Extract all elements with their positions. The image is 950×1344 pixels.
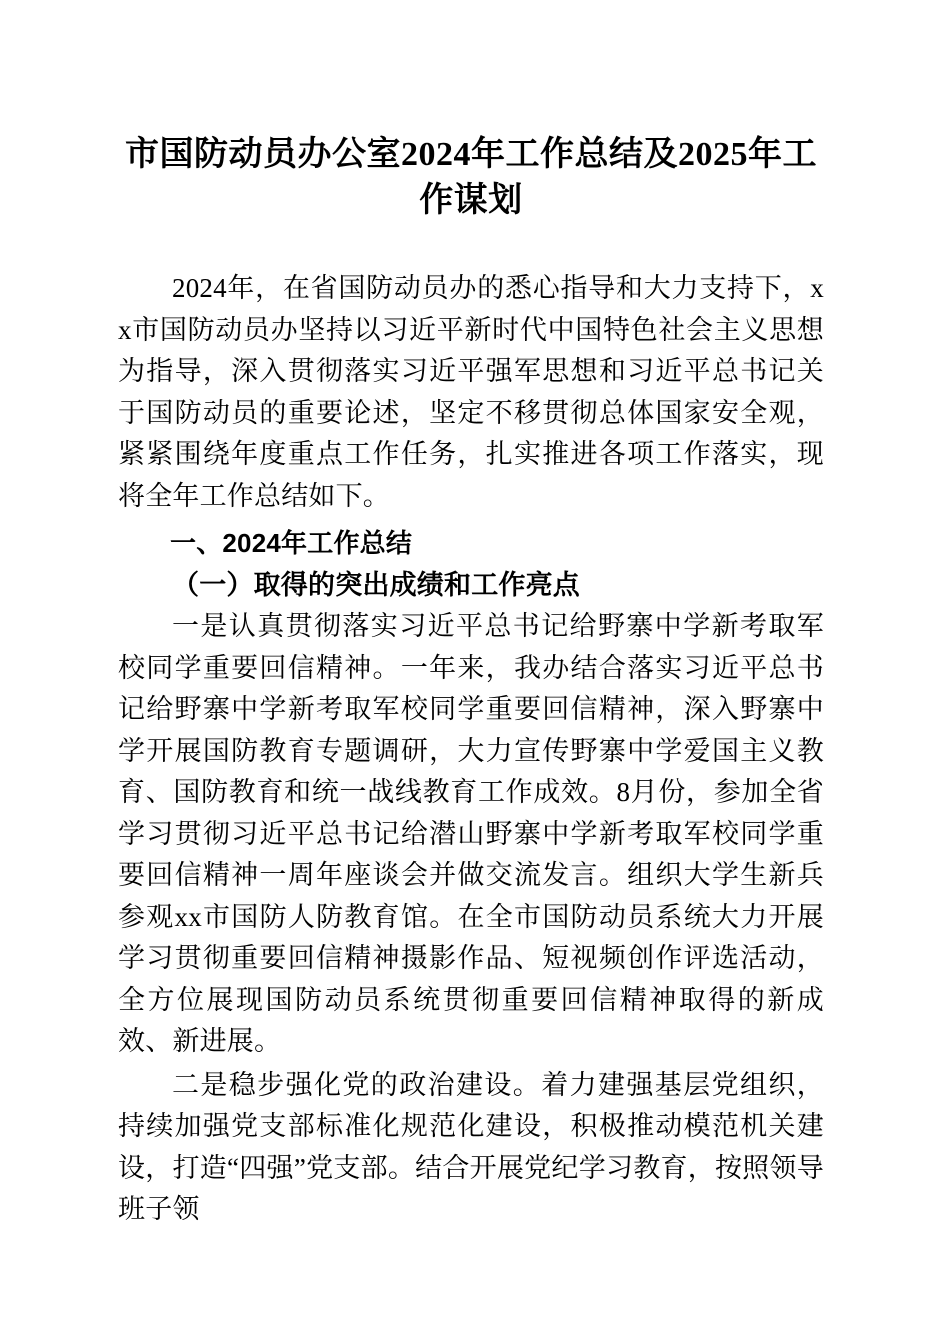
- subsection-heading-1-1: （一）取得的突出成绩和工作亮点: [172, 569, 580, 600]
- page-text-column: [118, 0, 824, 1231]
- opening-paragraph: 2024年，在省国防动员办的悉心指导和大力支持下，xx市国防动员办坚持以习近平新时代中国特色社会主义思想为指导，深入贯彻落实习近平强军思想和习近平总书记关于国防动员的重要论述，坚定不移贯彻总体国家安全观，紧紧围绕年度重点工作任务，扎实推进各项工作落实，现将全年工作总结如下。: [118, 273, 824, 511]
- section-heading-1: 一、2024年工作总结: [170, 528, 413, 558]
- body-paragraph-point-1: 一是认真贯彻落实习近平总书记给野寨中学新考取军校同学重要回信精神。一年来，我办结合落实习近平总书记给野寨中学新考取军校同学重要回信精神，深入野寨中学开展国防教育专题调研，大力宣传野寨中学爱国主义教育、国防教育和统一战线教育工作成效。8月份，参加全省学习贯彻习近平总书记给潜山野寨中学新考取军校同学重要回信精神一周年座谈会并做交流发言。组织大学生新兵参观xx市国防人防教育馆。在全市国防动员系统大力开展学习贯彻重要回信精神摄影作品、短视频创作评选活动，全方位展现国防动员系统贯彻重要回信精神取得的新成效、新进展。: [118, 611, 824, 1056]
- document-title: 市国防动员办公室2024年工作总结及2025年工作谋划: [125, 136, 817, 219]
- body-paragraph-point-2: 二是稳步强化党的政治建设。着力建强基层党组织，持续加强党支部标准化规范化建设，积极推动模范机关建设，打造“四强”党支部。结合开展党纪学习教育，按照领导班子领: [118, 1069, 824, 1224]
